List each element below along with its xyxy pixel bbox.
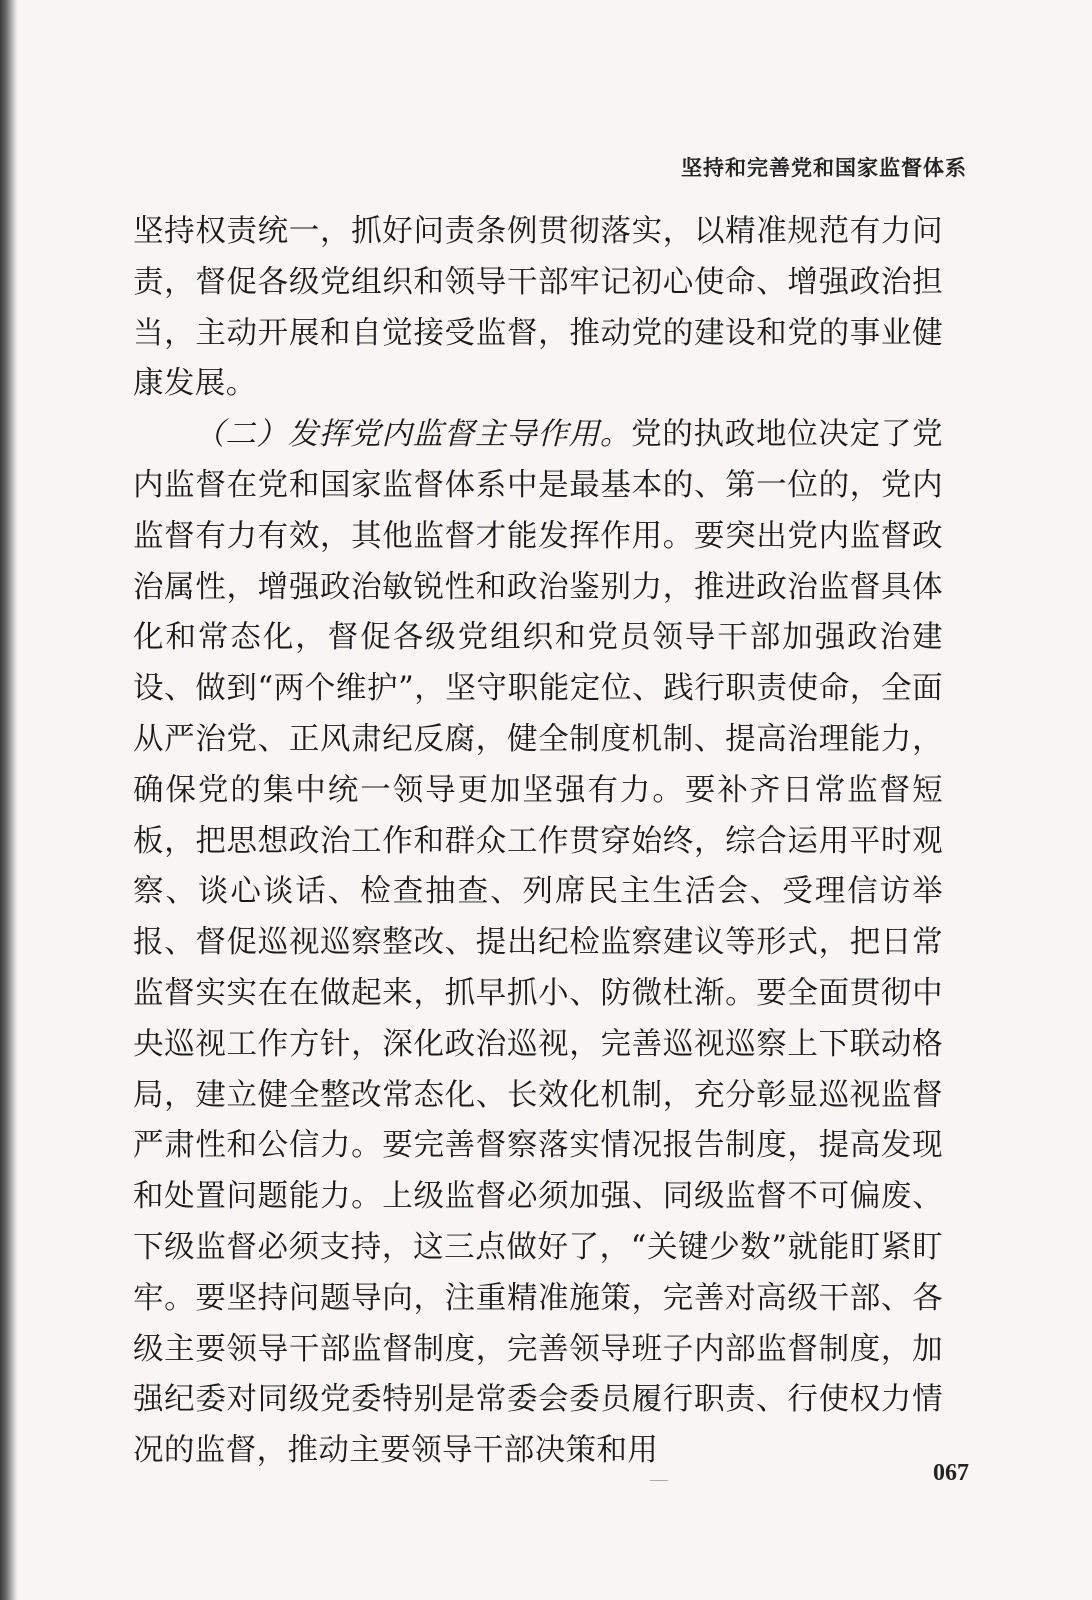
footer-mark (650, 1480, 668, 1481)
paragraph-2-body: 党的执政地位决定了党内监督在党和国家监督体系中是最基本的、第一位的，党内监督有力有效，其他监督才能发挥作用。要突出党内监督政治属性，增强政治敏锐性和政治鉴别力，推进政治监督具体化和常态化，督促各级党组织和党员领导干部加强政治建设、做到“两个维护”，坚守职能定位、践行职责使命，全面从严治党、正风肃纪反腐，健全制度机制、提高治理能力，确保党的集中统一领导更加坚强有力。要补齐日常监督短板，把思想政治工作和群众工作贯穿始终，综合运用平时观察、谈心谈话、检查抽查、列席民主生活会、受理信访举报、督促巡视巡察整改、提出纪检监察建议等形式，把日常监督实实在在做起来，抓早抓小、防微杜渐。要全面贯彻中央巡视工作方针，深化政治巡视，完善巡视巡察上下联动格局，建立健全整改常态化、长效化机制，充分彰显巡视监督严肃性和公信力。要完善督察落实情况报告制度，提高发现和处置问题能力。上级监督必须加强、同级监督不可偏废、下级监督必须支持，这三点做好了，“关键少数”就能盯紧盯牢。要坚持问题导向，注重精准施策，完善对高级干部、各级主要领导干部监督制度，完善领导班子内部监督制度，加强纪委对同级党委特别是常委会委员履行职责、行使权力情况的监督，推动主要领导干部决策和用 (133, 417, 944, 1469)
section-heading: （二）发挥党内监督主导作用。 (194, 417, 632, 453)
paragraph-2 (133, 410, 943, 1477)
paragraph-1: 坚持权责统一，抓好问责条例贯彻落实，以精准规范有力问责，督促各级党组织和领导干部牢记初心使命、增强政治担当，主动开展和自觉接受监督，推动党的建设和党的事业健康发展。 (133, 214, 943, 402)
page-number: 067 (933, 1460, 969, 1486)
body-text (133, 207, 943, 1477)
running-head: 坚持和完善党和国家监督体系 (681, 156, 967, 180)
page-binding-shadow (0, 0, 18, 1600)
